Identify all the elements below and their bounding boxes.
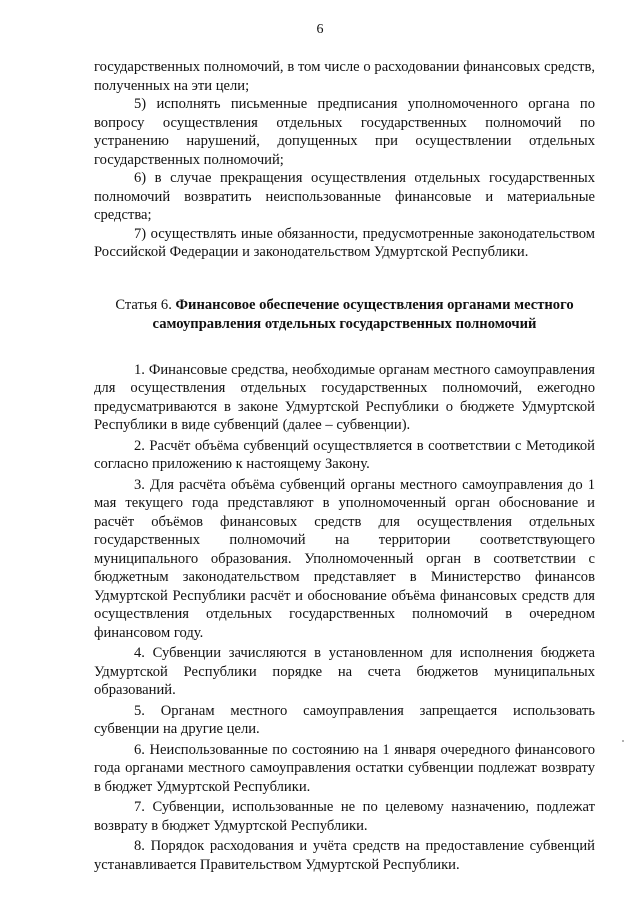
spacer — [94, 262, 595, 296]
article-item-4: 4. Субвенции зачисляются в установленном для исполнения бюджета Удмуртской Республики порядке на счета бюджетов муниципальных образований. — [94, 645, 595, 698]
obligation-item-6: 6) в случае прекращения осуществления отдельных государственных полномочий возвратить неиспользованные финансовые и материальные средства; — [94, 170, 595, 223]
article-heading — [94, 296, 595, 334]
article-item-1: 1. Финансовые средства, необходимые органам местного самоуправления для осуществления отдельных государственных полномочий, ежегодно предусматриваются в законе Удмуртской Республики о бюджете Удмуртской Республики в виде субвенций (далее – субвенции). — [94, 361, 595, 433]
page-number: 6 — [316, 22, 324, 37]
spacer — [94, 334, 595, 361]
paragraph-continuation: государственных полномочий, в том числе о расходовании финансовых средств, полученных на эти цели; — [94, 59, 595, 94]
article-item-8: 8. Порядок расходования и учёта средств на предоставление субвенций устанавливается Правительством Удмуртской Республики. — [94, 838, 595, 873]
article-item-6: 6. Неиспользованные по состоянию на 1 января очередного финансового года органами местного самоуправления остатки субвенции подлежат возврату в бюджет Удмуртской Республики. — [94, 741, 595, 795]
article-item-7: 7. Субвенции, использованные не по целевому назначению, подлежат возврату в бюджет Удмуртской Республики. — [94, 799, 595, 834]
document-body — [94, 58, 595, 874]
article-item-5: 5. Органам местного самоуправления запрещается использовать субвенции на другие цели. — [94, 702, 595, 737]
scan-speck — [622, 740, 624, 742]
article-title: Финансовое обеспечение осуществления органами местного самоуправления отдельных государственных полномочий — [152, 296, 574, 332]
article-item-2: 2. Расчёт объёма субвенций осуществляется в соответствии с Методикой согласно приложению к настоящему Закону. — [94, 437, 595, 472]
obligation-item-7: 7) осуществлять иные обязанности, предусмотренные законодательством Российской Федерации и законодательством Удмуртской Республики. — [94, 225, 595, 260]
obligation-item-5: 5) исполнять письменные предписания уполномоченного органа по вопросу осуществления отдельных государственных полномочий по устранению нарушений, допущенных при осуществлении отдельных государственных полномочий; — [94, 96, 595, 168]
article-item-3: 3. Для расчёта объёма субвенций органы местного самоуправления до 1 мая текущего года представляют в уполномоченный орган обоснование и расчёт объёмов финансовых средств для осуществления отдельных государственных полномочий на территории соответствующего муниципального образования. Уполномоченный орган в соответствии с бюджетным законодательством представляет в Министерство финансов Удмуртской Республики расчёт и обоснование объёма финансовых средств для осуществления отдельных государственных полномочий в очередном финансовом году. — [94, 476, 595, 641]
article-number: Статья 6. — [115, 296, 172, 313]
